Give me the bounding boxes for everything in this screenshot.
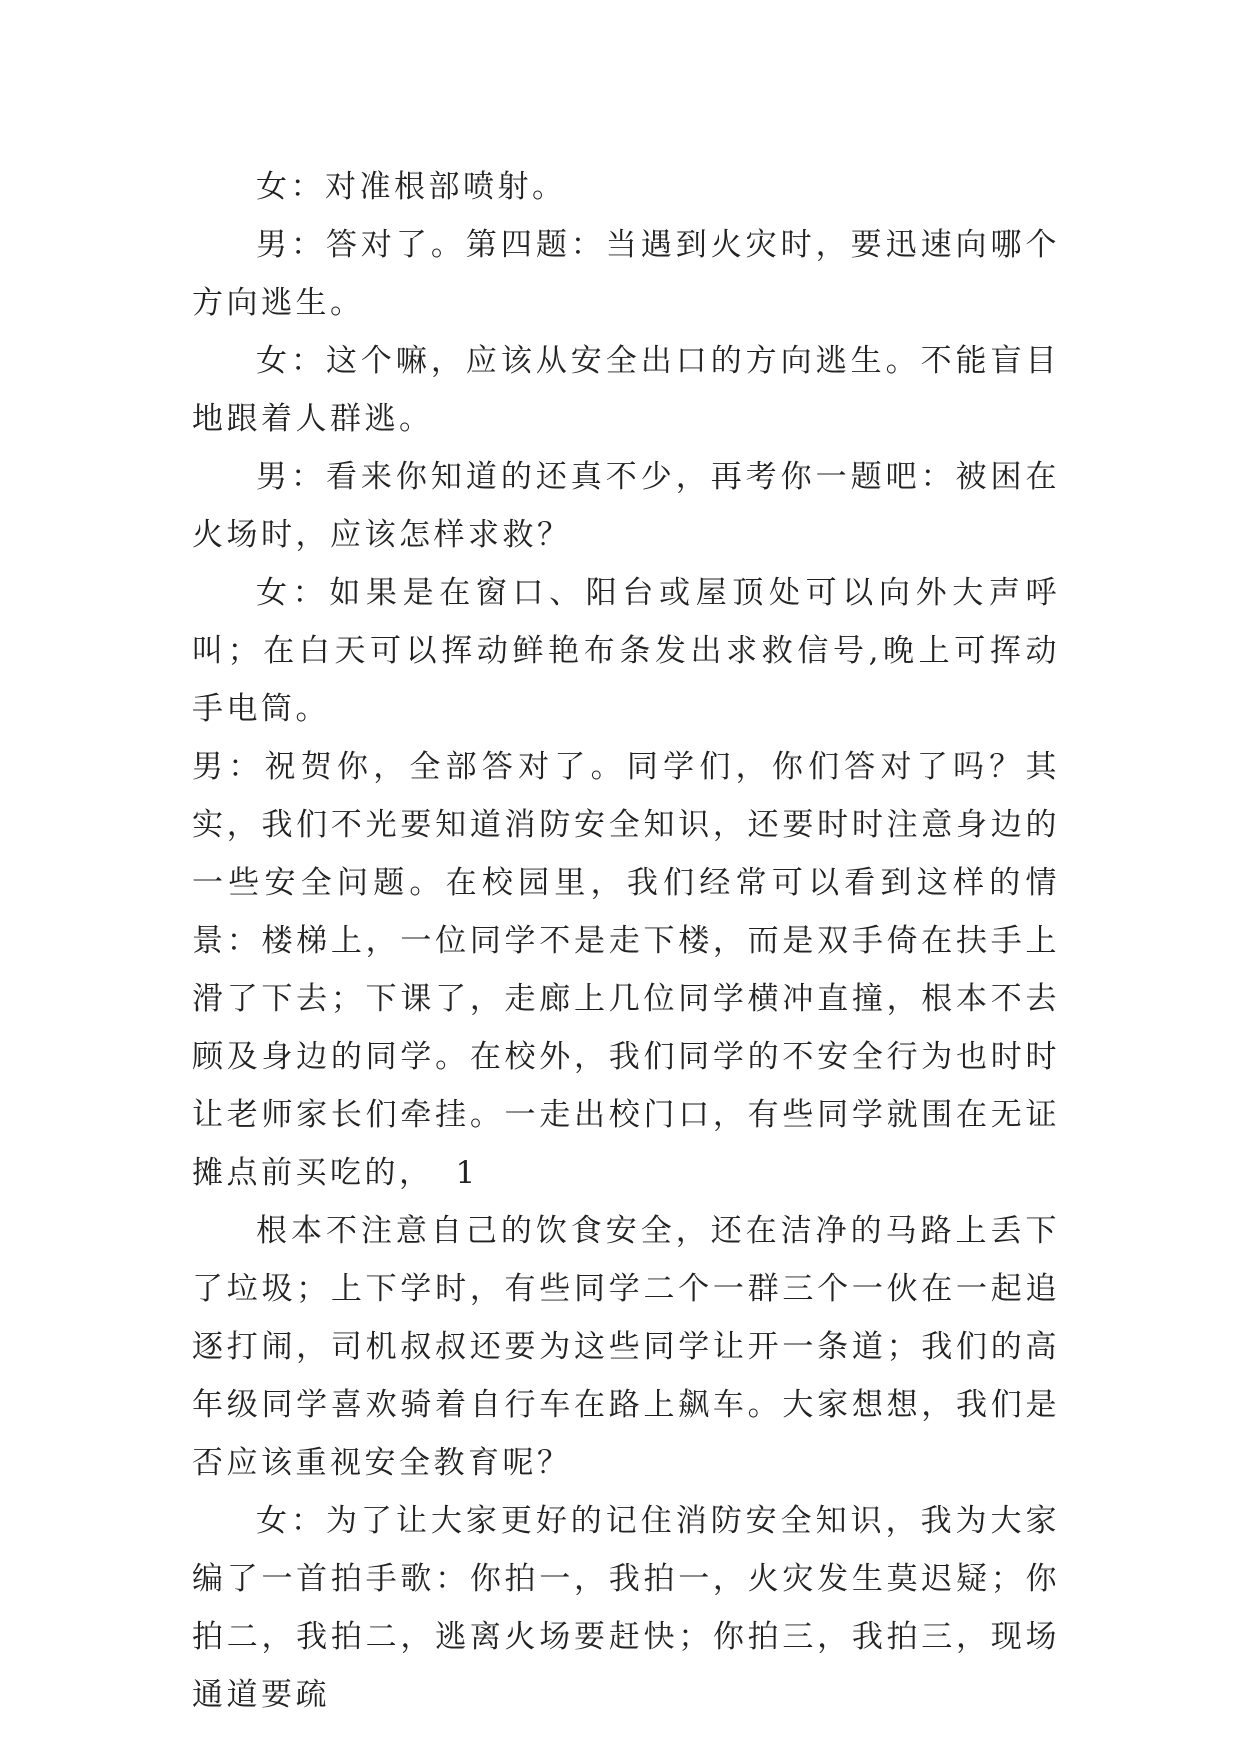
paragraph-with-page-number xyxy=(192,738,1060,1202)
paragraph: 女：如果是在窗口、阳台或屋顶处可以向外大声呼叫；在白天可以挥动鲜艳布条发出求救信号,晚上可挥动手电筒。 xyxy=(192,575,1060,727)
paragraph: 女：为了让大家更好的记住消防安全知识，我为大家编了一首拍手歌：你拍一，我拍一，火灾发生莫迟疑；你拍二，我拍二，逃离火场要赶快；你拍三，我拍三，现场通道要疏 xyxy=(192,1503,1060,1713)
paragraph: 男：答对了。第四题：当遇到火灾时，要迅速向哪个方向逃生。 xyxy=(192,227,1060,321)
paragraph: 女：对准根部喷射。 xyxy=(256,169,567,205)
paragraph: 根本不注意自己的饮食安全，还在洁净的马路上丢下了垃圾；上下学时，有些同学二个一群三个一伙在一起追逐打闹，司机叔叔还要为这些同学让开一条道；我们的高年级同学喜欢骑着自行车在路上飙车。大家想想，我们是否应该重视安全教育呢？ xyxy=(192,1213,1060,1481)
paragraph: 男：看来你知道的还真不少，再考你一题吧：被困在火场时，应该怎样求救？ xyxy=(192,459,1060,553)
paragraph-text: 男：祝贺你，全部答对了。同学们，你们答对了吗？其实，我们不光要知道消防安全知识，还要时时注意身边的一些安全问题。在校园里，我们经常可以看到这样的情景：楼梯上，一位同学不是走下楼，而是双手倚在扶手上滑了下去；下课了，走廊上几位同学横冲直撞，根本不去顾及身边的同学。在校外，我们同学的不安全行为也时时让老师家长们牵挂。一走出校门口，有些同学就围在无证摊点前买吃的， xyxy=(192,749,1060,1191)
paragraph: 女：这个嘛，应该从安全出口的方向逃生。不能盲目地跟着人群逃。 xyxy=(192,343,1060,437)
page-number: 1 xyxy=(455,1155,479,1191)
document-body xyxy=(192,158,1060,1724)
